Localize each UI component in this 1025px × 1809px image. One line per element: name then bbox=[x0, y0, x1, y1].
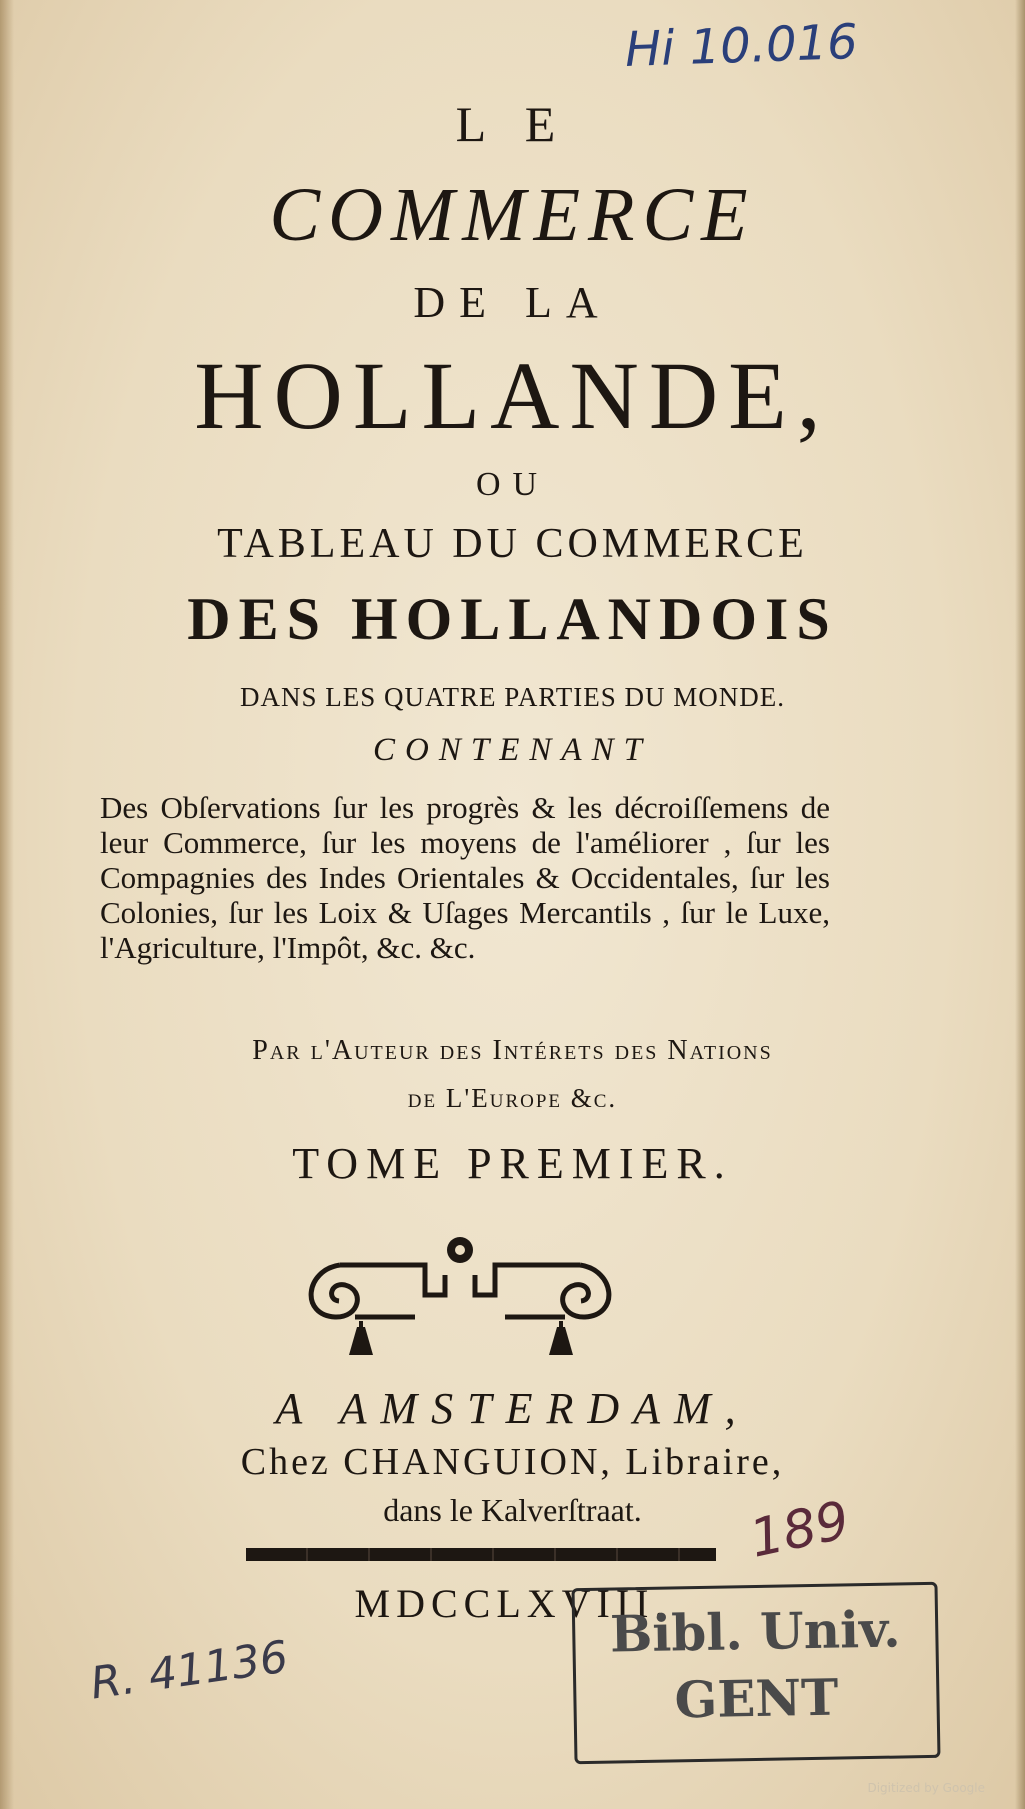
digitization-watermark: Digitized by Google bbox=[867, 1781, 985, 1795]
title-ou: OU bbox=[475, 466, 550, 503]
author-line-1: Par l'Auteur des Intérets des Nations bbox=[252, 1035, 773, 1066]
printers-ornament bbox=[295, 1225, 625, 1360]
title-de-la: DE LA bbox=[413, 278, 612, 327]
author-line-2: de L'Europe &c. bbox=[407, 1083, 618, 1113]
printers-rule bbox=[246, 1548, 716, 1561]
library-stamp bbox=[571, 1582, 940, 1764]
title-des-hollandois: DES HOLLANDOIS bbox=[187, 586, 838, 652]
title-subtitle: DANS LES QUATRE PARTIES DU MONDE. bbox=[240, 682, 785, 712]
title-tableau: TABLEAU DU COMMERCE bbox=[217, 521, 808, 567]
volume-title: TOME PREMIER. bbox=[292, 1139, 733, 1188]
handwritten-number: 189 bbox=[744, 1490, 855, 1570]
title-hollande: HOLLANDE, bbox=[194, 342, 831, 449]
imprint-street: dans le Kalverſtraat. bbox=[383, 1492, 642, 1528]
description-text: Des Obſervations ſur les progrès & les décroiſſemens de leur Commerce, ſur les moyens de l'améliorer , ſur les Compagnies des Indes Orientales & Occidentales, ſur les Colonies, ſur les Loix & Uſages Mercantils , ſur le Luxe, l'Agriculture, l'Impôt, &c. &c. bbox=[100, 790, 830, 965]
publication-year: MDCCLXVIII. bbox=[354, 1581, 671, 1626]
call-number: Hi 10.016 bbox=[624, 13, 859, 79]
contenant-heading: CONTENANT bbox=[373, 732, 652, 768]
handwritten-inventory: R. 41136 bbox=[87, 1631, 292, 1710]
title-commerce: COMMERCE bbox=[269, 173, 756, 257]
title-article: L E bbox=[455, 96, 570, 152]
stamp-line-1: Bibl. Univ. bbox=[609, 1599, 901, 1664]
imprint-publisher: Chez CHANGUION, Libraire, bbox=[240, 1441, 785, 1483]
stamp-line-2: GENT bbox=[674, 1667, 839, 1730]
imprint-city: A AMSTERDAM, bbox=[275, 1384, 750, 1433]
